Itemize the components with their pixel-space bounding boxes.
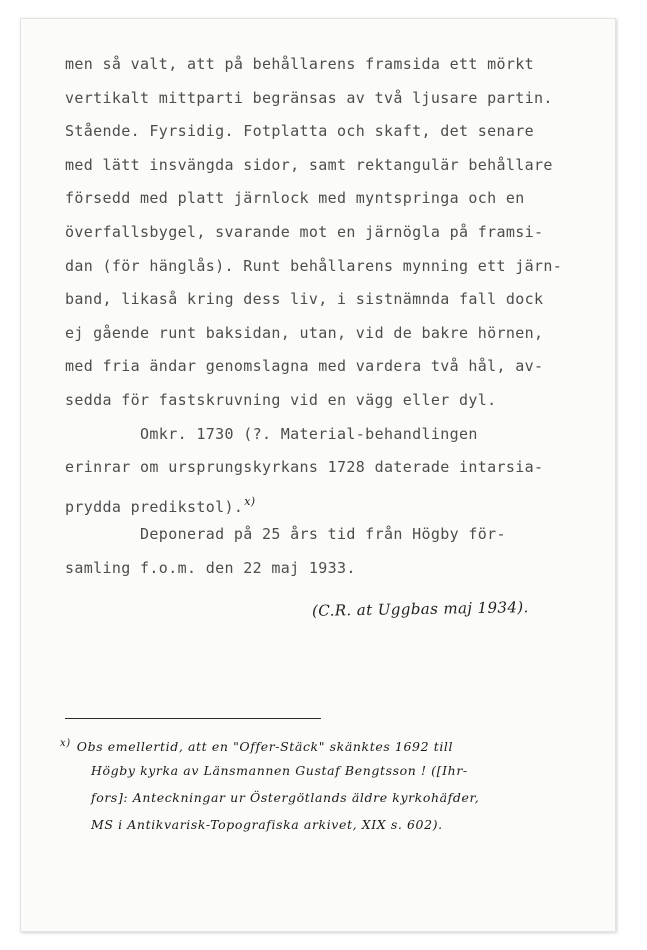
footnote-line (60, 730, 479, 757)
typed-line: samling f.o.m. den 22 maj 1933. (65, 558, 356, 577)
typed-line: överfallsbygel, svarande mot en järnögla på framsi- (65, 222, 544, 241)
typed-line: ej gående runt baksidan, utan, vid de bakre hörnen, (65, 323, 544, 342)
footnote-line: Högby kyrka av Länsmannen Gustaf Bengtsson ! ([Ihr- (91, 763, 468, 778)
typed-line: dan (för hänglås). Runt behållarens mynning ett järn- (65, 256, 563, 275)
footnote-reference: x) (244, 494, 256, 508)
typed-line: med lätt insvängda sidor, samt rektangulär behållare (65, 155, 553, 174)
typed-line: men så valt, att på behållarens framsida ett mörkt (65, 55, 535, 73)
typed-line: sedda för fastskruvning vid en vägg eller dyl. (65, 390, 497, 409)
typed-line: Stående. Fyrsidig. Fotplatta och skaft, det senare (65, 122, 535, 141)
typed-line: med fria ändar genomslagna med vardera två hål, av- (65, 357, 544, 376)
footnote-separator-rule (65, 718, 321, 719)
typed-line: Omkr. 1730 (?. Material-behandlingen (65, 424, 478, 443)
footnote-line-text: Obs emellertid, att en "Offer-Stäck" skänktes 1692 till (76, 739, 454, 754)
footnote-line: fors]: Anteckningar ur Östergötlands äldre kyrkohäfder, (91, 790, 480, 805)
typed-text-body (65, 48, 562, 586)
typed-line-with-footnote-ref (65, 485, 562, 519)
handwritten-signature-note: (C.R. at Uggbas maj 1934). (311, 598, 529, 620)
footnote-mark: x) (60, 738, 71, 749)
typed-line: band, likaså kring dess liv, i sistnämnda fall dock (65, 290, 544, 309)
typed-line: Deponerad på 25 års tid från Högby för- (65, 525, 506, 544)
typed-line: erinrar om ursprungskyrkans 1728 daterade intarsia- (65, 458, 544, 477)
handwritten-footnote (60, 730, 479, 838)
typed-line: försedd med platt järnlock med myntspringa och en (65, 189, 525, 208)
footnote-line: MS i Antikvarisk-Topografiska arkivet, XIX s. 602). (91, 817, 443, 832)
typed-line: vertikalt mittparti begränsas av två ljusare partin. (65, 88, 553, 107)
typed-line-text: prydda predikstol). (65, 497, 244, 516)
